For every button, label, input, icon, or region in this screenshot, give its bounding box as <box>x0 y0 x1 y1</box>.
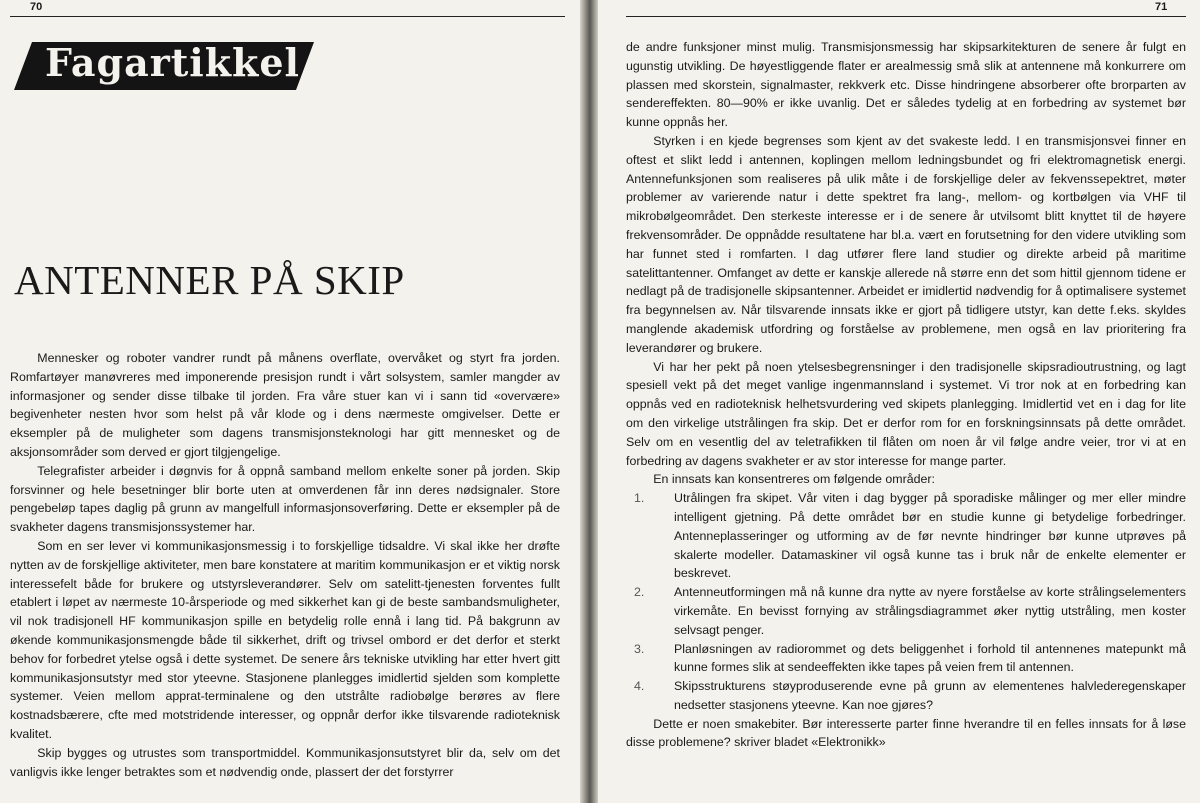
right-body-text <box>626 38 1186 752</box>
left-page <box>0 0 580 803</box>
list-item <box>626 677 1186 715</box>
page-number: 71 <box>1155 1 1168 13</box>
paragraph: Styrken i en kjede begrenses som kjent av det svakeste ledd. I en transmisjonsvei finner en oftest et slikt ledd i antennen, koplingen mellom ledningsbundet og fri elektromagnetisk energi. Antennefunksjonen som realiseres på ulik måte i de forskjellige deler av fekvenssepektret, møter problemer av varierende natur i dette spektret fra lang-, mellom- og kortbølgen via VHF til mikrobølgeområdet. Den sterkeste interesse er i de senere år utvilsomt blitt knyttet til de høyere frekvensområder. De oppnådde resultatene har bl.a. vært en forutsetning for den videre utvikling som har funnet sted i romfarten. I dag utfører flere land studier og direkte arbeid på maritime satelittantenner. Omfanget av dette er kanskje allerede nå større enn det som hittil gjennom tidene er nedlagt på de tradisjonelle skipsantenner. Arbeidet er imidlertid nødvendig for å optimalisere systemet fra begynnelsen av. Når tilsvarende innsats ikke er gjort på tidligere utstyr, kan dette f.eks. skyldes manglende akademisk utfordring og forståelse av problemene, men også en lav prioritering fra leverandører og brukere. <box>626 133 1186 355</box>
page-number: 70 <box>30 1 43 13</box>
closing-paragraph: Dette er noen smakebiter. Bør interesserte parter finne hverandre til en felles innsats for å løse disse problemene? skriver bladet «Elektronikk» <box>626 716 1186 750</box>
article-headline: ANTENNER PÅ SKIP <box>14 257 405 303</box>
list-number: 3. <box>634 641 645 656</box>
header-rule <box>10 16 565 17</box>
list-item <box>626 640 1186 678</box>
paragraph: Som en ser lever vi kommunikasjonsmessig i to forskjellige tidsaldre. Vi skal ikke her drøfte nytten av de forskjellige aktiviteter, men bare konstatere at maritim kommunikasjon er et viktig norsk interessefelt både for brukere og utstyrsleverandører. Selv om satelitt-tjenesten forventes fullt etablert i løpet av nærmeste 10-årsperiode og med sikkerhet kan gi de beste sambandsmuligheter, vil nok tradisjonell HF kommunikasjon spille en betydelig rolle ennå i lang tid. På bakgrunn av økende kommunikasjonsmengde både til sikkerhet, drift og trivsel ombord er det derfor et sterkt behov for forbedret ytelse også i dette systemet. De senere års tekniske utvikling har etter hvert gitt kommunikasjonsutstyr med stor yteevne. Stasjonene planlegges imidlertid sjelden som komplette systemer. Veien mellom apprat-terminalene og den utstrålte radiobølge berøres av flere kostnadsbærere, cfte med motstridende interesser, og oppnår derfor ikke tilsvarende radioteknisk kvalitet. <box>10 538 560 741</box>
numbered-list <box>626 489 1186 715</box>
list-number: 1. <box>634 491 645 506</box>
paragraph: de andre funksjoner minst mulig. Transmisjonsmessig har skipsarkitekturen de senere år fulgt en ugunstig utvikling. De høyestliggende flater er arealmessig små slik at antennene må konkurrere om plassen med skorstein, signalmaster, rekkverk etc. Disse hindringene absorberer ofte brorparten av sendereffekten. 80—90% er ikke uvanlig. Det er således tydelig at en forbedring av systemet bør kunne oppnås her. <box>626 40 1186 130</box>
list-number: 4. <box>634 679 645 694</box>
list-text: Antenneutformingen må nå kunne dra nytte av nyere forståelse av korte strålingselementers virkemåte. En bevisst fornying av strålingsdiagrammet øker nyttig utstråling, men koster selvsagt penger. <box>674 585 1186 637</box>
paragraph: Vi har her pekt på noen ytelsesbegrensninger i den tradisjonelle skipsradioutrustning, og lagt spesiell vekt på det meget vanlige ingenmannsland i systemet. Vi tror nok at en forbedring kan oppnås ved en radioteknisk helhetsvurdering ved skipets planlegging. Imidlertid vet en i dag for lite om den virkelige utstrålingen fra skip. Det er derfor rom for en forskningsinnsats på dette området. Selv om en vesentlig del av teletrafikken til flåten om noen år vil følge andre veier, tror vi at en forbedring av dagens svakheter er av stor interesse for mange parter. <box>626 359 1186 468</box>
list-text: Skipsstrukturens støyproduserende evne på grunn av elementenes halvlederegenskaper nedsetter stasjonens yteevne. Kan noe gjøres? <box>674 679 1186 712</box>
paragraph: Mennesker og roboter vandrer rundt på månens overflate, overvåket og styrt fra jorden. Romfartøyer manøvreres med imponerende presisjon rundt i vårt solsystem, samler mangder av informasjoner og sender disse tilbake til jorden. Fra våre stuer kan vi i sann tid «overvære» begivenheter nesten hvor som helst på vår klode og i dens nærmeste omgivelser. Dette er eksempler på de muligheter som dagens transmisjonsteknologi har gitt mennesket og de aksjonsområder som derved er gjort tilgjengelige. <box>10 351 560 459</box>
page-gutter <box>580 0 598 803</box>
list-item <box>626 489 1186 583</box>
list-item <box>626 583 1186 639</box>
left-body-text <box>10 349 560 781</box>
right-page <box>598 0 1200 803</box>
section-banner: Fagartikkel <box>45 40 300 85</box>
header-rule <box>626 16 1186 17</box>
paragraph: Skip bygges og utrustes som transportmiddel. Kommunikasjonsutstyret blir da, selv om det vanligvis ikke lenger betraktes som et nødvendig onde, plassert der det forstyrrer <box>10 745 560 779</box>
list-text: Planløsningen av radiorommet og dets beliggenhet i forhold til antennenes matepunkt må kunne formes slik at sendeeffekten ikke tapes på veien frem til antennen. <box>674 641 1186 675</box>
list-number: 2. <box>634 585 645 600</box>
paragraph: Telegrafister arbeider i døgnvis for å oppnå samband mellom enkelte soner på jorden. Skip forsvinner og hele besetninger blir borte uten at omverdenen får inn deres nødsignaler. Store pengebeløp tapes daglig på grunn av mangelfull informasjonsoverføring. Dette er eksempler på de svakheter dagens transmisjonssystemer har. <box>10 463 560 535</box>
paragraph: En innsats kan konsentreres om følgende områder: <box>653 472 935 487</box>
list-text: Utrålingen fra skipet. Vår viten i dag bygger på sporadiske målinger og mer eller mindre intelligent gjetning. På dette området bør en studie kunne gi betydelige forbedringer. Antenneplasseringer og utforming av de før nevnte hindringer bør kunne utprøves på skalerte modeller. Datamaskiner vil også kunne tas i bruk når de enkelte elementer er beskrevet. <box>674 491 1186 581</box>
